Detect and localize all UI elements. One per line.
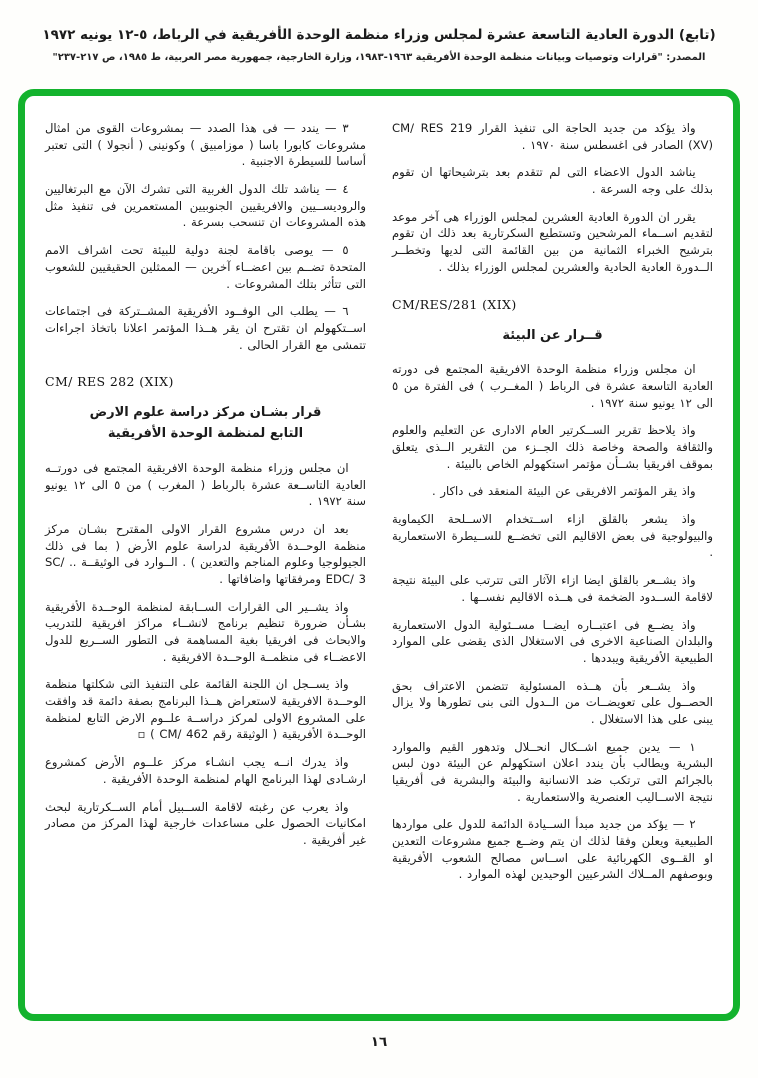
paragraph: يناشد الدول الاعضاء التى لم تتقدم بعد بترشيحاتها ان تقوم بذلك على وجه السرعة . <box>392 165 713 197</box>
paragraph: ان مجلس وزراء منظمة الوحدة الافريقية المجتمع فى دورتــه العادية التاســعة عشرة بالرباط ( المغرب ) من ٥ الى ١٢ يونيو سنة ١٩٧٢ . <box>45 460 366 509</box>
section-heading: قرار بشـان مركز دراسة علوم الارض التابع لمنظمة الوحدة الأفريقية <box>89 405 322 442</box>
resolution-ref: CM/RES/281 (XIX) <box>392 296 517 312</box>
paragraph: واذ يشــير الى القرارات الســابقة لمنظمة الوحــدة الأفريقية بشـأن ضرورة تنظيم برنامج لانشــاء مراكز افريقية للتدريب والابحاث فى افريقيا بغية المساهمة فى التطور الســريع للدول الاعضــاء فى منظمــة الوحــدة الافريقية . <box>45 599 366 664</box>
paragraph: واذ يلاحظ تقرير الســكرتير العام الادارى عن التعليم والعلوم والثقافة والصحة وخاصة ذلك الجــزء من التقرير الــذى يتعلق بموقف افريقيا بشــأن مؤتمر استكهولم الخاص بالبيئة . <box>392 423 713 471</box>
paragraph: واذ يشعر بالقلق ازاء اســتخدام الاســلحة الكيماوية والبيولوجية فى بعض الاقاليم التى تخضــع للســيطرة الاستعمارية . <box>392 512 713 560</box>
paragraph: ٦ — يطلب الى الوفــود الأفريقية المشــتركة فى اجتماعات اســتكهولم ان تقترح ان يقر هــذا المؤتمر اعلانا باتخاذ اجراءات تتمشى مع القرار الحالى . <box>45 304 366 352</box>
page-number: ١٦ <box>370 1034 388 1050</box>
paragraph: بعد ان درس مشروع القرار الاولى المقترح بشـان مركز منظمة الوحــدة الأفريقية لدراسة علوم الأرض ( بما فى ذلك الجيولوجيا وعلوم المناجم والتعدين ) . الــوارد فى الوثيقــة .. SC/ EDC/ 3 ومرفقاتها واضافاتها . <box>45 521 366 586</box>
paragraph: واذ يؤكد من جديد الحاجة الى تنفيذ القرار CM/ RES 219 (XV) الصادر فى اغسطس سنة ١٩٧٠ . <box>392 121 713 152</box>
page-header <box>0 0 758 63</box>
page-title: (تابع) الدورة العادية التاسعة عشرة لمجلس وزراء منظمة الوحدة الأفريقية في الرباط، ٥-١٢ يونيه ١٩٧٢ <box>42 27 716 43</box>
paragraph: يقرر ان الدورة العادية العشرين لمجلس الوزراء هى آخر موعد لتقديم اســماء المرشحين وتستطيع السكرتارية بعد ذلك ان تقوم بترشيح الخبراء الثمانية من بين القائمة التى لديها وتخطــر الــدورة العادية الحادية والعشرين لمجلس الوزراء بذلك . <box>392 209 713 274</box>
paragraph: ٢ — يؤكد من جديد مبدأ الســيادة الدائمة للدول على مواردها الطبيعية ويعلن وفقا لذلك ان يتم وضــع جميع مشروعات التعدين او القــوى الكهربائية على اســاس مصالح الشعوب الأفريقية وبوصفهم المــلاك الشرعيين الوحيدين لهذه الموارد . <box>392 817 713 882</box>
column-right <box>392 120 713 1004</box>
paragraph: ٥ — يوصى باقامة لجنة دولية للبيئة تحت اشراف الامم المتحدة تضــم بين اعضــاء آخرين — الممثلين الحقيقيين للشعوب التى تتأثر بتلك المشروعات . <box>45 243 366 291</box>
content-border-box <box>18 89 740 1021</box>
source-line: المصدر: "قرارات وتوصيات وبيانات منظمة الوحدة الأفريقية ١٩٦٣-١٩٨٣، وزارة الخارجية، جمهورية مصر العربية، ط ١٩٨٥، ص ٢١٧-٢٣٧" <box>52 52 706 63</box>
paragraph: واذ يدرك انــه يجب انشـاء مركز علــوم الأرض كمشروع ارشـادى لهذا البرنامج الهام لمنظمة الوحدة الأفريقية . <box>45 755 366 786</box>
paragraph: ان مجلس وزراء منظمة الوحدة الافريقية المجتمع فى دورته العادية التاسعة عشرة فى الرباط ( المغــرب ) فى الفترة من ٥ الى ١٢ يونيو سنة ١٩٧٢ . <box>392 362 713 410</box>
paragraph: واذ يشــعر بالقلق ايضا ازاء الآثار التى تترتب على البيئة نتيجة لاقامة الســدود الضخمة فى هــذه الاقاليم نفســها . <box>392 573 713 604</box>
paragraph: ٤ — يناشد تلك الدول الغربية التى تشرك الآن مع البرتغاليين والروديســيين والافريقيين الجنوبيين المستعمرين فى تنفيذ مثل هذه المشروعات ان تنسحب بسرعة . <box>45 182 366 230</box>
column-left <box>45 120 366 1004</box>
resolution-ref: CM/ RES 282 (XIX) <box>45 374 174 390</box>
paragraph: واذ يقر المؤتمر الافريقى عن البيئة المنعقد فى داكار . <box>432 484 696 499</box>
section-heading: قــرار عن البيئة <box>502 327 603 343</box>
paragraph: واذ يضــع فى اعتبــاره ايضــا مســئولية الدول الاستعمارية والبلدان الصناعية الاخرى فى الاستغلال الذى يقضى على الموارد الطبيعية الأفريقية ويبددها . <box>392 617 713 665</box>
paragraph: واذ يســجل ان اللجنة القائمة على التنفيذ التى شكلتها منظمة الوحــدة الافريقية لاستعراض هــذا البرنامج بصفة دائمة قد وافقت على المشروع الاولى لمركز دراســة علــوم الارض التابع لمنظمة الوحــدة الأفريقية ( الوثيقة رقم CM/ 462 ) ▫ <box>45 677 366 742</box>
paragraph: واذ يعرب عن رغبته لاقامة الســبيل أمام الســكرتارية لبحث امكانيات الحصول على مساعدات خارجية لهذا المركز من مصادر غير أفريقية . <box>45 799 366 847</box>
paragraph: واذ يشــعر بأن هــذه المسئولية تتضمن الاعتراف بحق الحصــول على تعويضــات من الــدول التى بنى تطورها ولا يزال يبنى على هذا الاستغلال . <box>392 678 713 726</box>
paragraph: ٣ — يندد — فى هذا الصدد — بمشروعات القوى من امثال مشروعات كابورا باسا ( موزامبيق ) وكونينى ( أنجولا ) التى تعتبر أساسا للسيطرة الاجنبية . <box>45 121 366 169</box>
paragraph: ١ — يدين جميع اشــكال انحــلال وتدهور القيم والموارد البشرية ويطالب بأن يندد اعلان استكهولم عن البيئة دون لبس بالجرائم التى ترتكب ضد الانسانية والبيئة والبشرية فى أفريقيا نتيجة الاســاليب العنصرية والاستعمارية . <box>392 739 713 804</box>
